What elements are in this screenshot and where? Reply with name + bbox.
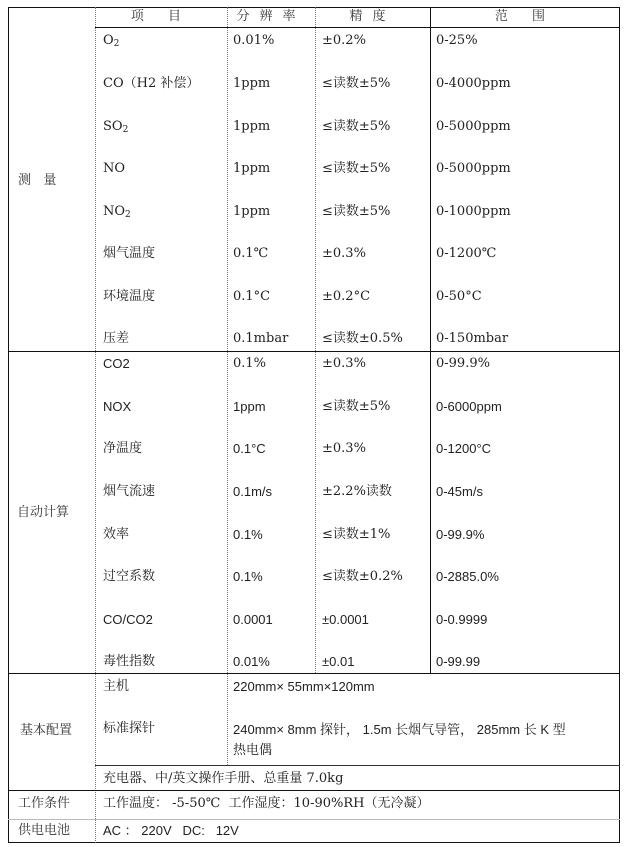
row-item: NOX [103,399,132,414]
row-range: 0-99.9% [436,527,485,542]
row-resolution: 0.1mbar [233,331,289,346]
row-accuracy: ≤读数±0.2% [322,569,403,584]
row-accuracy: ≤读数±5% [322,399,391,414]
row-resolution: 0.1% [233,356,267,371]
row-resolution: 0.01% [233,33,275,48]
header-item: 项 目 [130,9,192,24]
row-range: 0-6000ppm [436,399,502,414]
row-accuracy: ±2.2%读数 [322,484,392,499]
section-label-measure: 测 量 [18,173,57,188]
row-item: 毒性指数 [103,654,156,669]
row-item: CO2 [103,356,130,371]
row-resolution: 0.0001 [233,612,273,627]
row-item: 烟气流速 [103,484,156,499]
section-divider-measure [8,351,620,352]
row-resolution: 0.1°C [233,289,271,304]
row-range: 0-45m/s [436,484,483,499]
section-divider-auto [8,673,620,674]
col-divider-item [95,7,96,843]
row-range: 0-99.99 [436,654,481,669]
row-resolution: 0.1% [233,569,263,584]
row-accuracy: ≤读数±5% [322,204,391,219]
row-range: 0-150mbar [436,331,509,346]
row-accuracy: ±0.0001 [322,612,369,627]
row-range: 0-2885.0% [436,569,499,584]
header-range: 范 围 [494,9,556,24]
row-resolution: 1ppm [233,161,271,176]
row-accuracy: ±0.3% [322,246,366,261]
col-divider-accuracy [315,7,316,673]
row-resolution: 0.01% [233,654,270,669]
row-resolution: 1ppm [233,119,271,134]
config-value-probe-line2: 热电偶 [233,743,273,758]
row-accuracy: ≤读数±1% [322,527,391,542]
col-divider-resolution [227,7,228,765]
row-accuracy: ≤读数±0.5% [322,331,403,346]
section-label-working: 工作条件 [18,796,71,811]
section-label-config: 基本配置 [20,723,73,738]
table-top-border [8,7,620,8]
row-range: 0-5000ppm [436,161,511,176]
row-item: $SO_2$ [103,119,129,135]
section-divider-working [8,819,620,820]
table-right-border [619,7,620,843]
row-range: 0-0.9999 [436,612,488,627]
row-accuracy: ±0.01 [322,654,355,669]
row-resolution: 1ppm [233,204,271,219]
section-label-auto-calc: 自动计算 [17,505,70,520]
table-left-border [8,7,9,843]
header-accuracy: 精度 [349,9,396,24]
table-bottom-border [8,842,620,843]
row-item: $NO_2$ [103,204,131,220]
row-item: 过空系数 [103,569,156,584]
row-item: 烟气温度 [103,246,156,261]
row-range: 0-4000ppm [436,76,511,91]
section-divider-config [8,790,620,791]
row-accuracy: ≤读数±5% [322,119,391,134]
config-inner-divider [95,765,620,766]
row-range: 0-1200℃ [436,246,497,261]
row-resolution: 1ppm [233,76,271,91]
row-range: 0-25% [436,33,478,48]
header-resolution: 分辨率 [236,9,306,24]
row-resolution: 1ppm [233,399,266,414]
col-divider-range [430,7,431,673]
row-accuracy: ±0.2°C [322,289,371,304]
row-item: $O_2$ [103,33,120,49]
config-accessories: 充电器、中/英文操作手册、总重量 7.0kg [103,771,344,786]
row-resolution: 0.1% [233,527,263,542]
row-item: 压差 [103,331,130,346]
row-item: CO/CO2 [103,612,153,627]
row-range: 0-50°C [436,289,482,304]
working-conditions-value: 工作温度： -5-50℃ 工作湿度：10-90%RH（无冷凝） [103,796,430,811]
row-item: NO [103,161,126,176]
row-range: 0-1200°C [436,441,492,456]
row-range: 0-1000ppm [436,204,511,219]
row-accuracy: ±0.2% [322,33,366,48]
config-value-host: 220mm× 55mm×120mm [233,679,375,694]
row-item: 环境温度 [103,289,156,304]
row-resolution: 0.1°C [233,441,266,456]
row-accuracy: ±0.3% [322,441,366,456]
header-divider [95,27,620,28]
power-value: AC ： 220V DC: 12V [103,823,239,838]
row-accuracy: ≤读数±5% [322,76,391,91]
section-label-power: 供电电池 [18,823,71,838]
row-item: 净温度 [103,441,143,456]
row-range: 0-99.9% [436,356,490,371]
row-accuracy: ≤读数±5% [322,161,391,176]
row-item: 效率 [103,527,130,542]
config-item-probe: 标准探针 [103,721,156,736]
row-resolution: 0.1℃ [233,246,269,261]
row-accuracy: ±0.3% [322,356,366,371]
config-item-host: 主机 [103,679,130,694]
config-value-probe-line1: 240mm× 8mm 探针， 1.5m 长烟气导管， 285mm 长 K 型 [233,722,566,737]
row-range: 0-5000ppm [436,119,511,134]
row-item: CO（H2 补偿） [103,76,200,91]
row-resolution: 0.1m/s [233,484,273,499]
